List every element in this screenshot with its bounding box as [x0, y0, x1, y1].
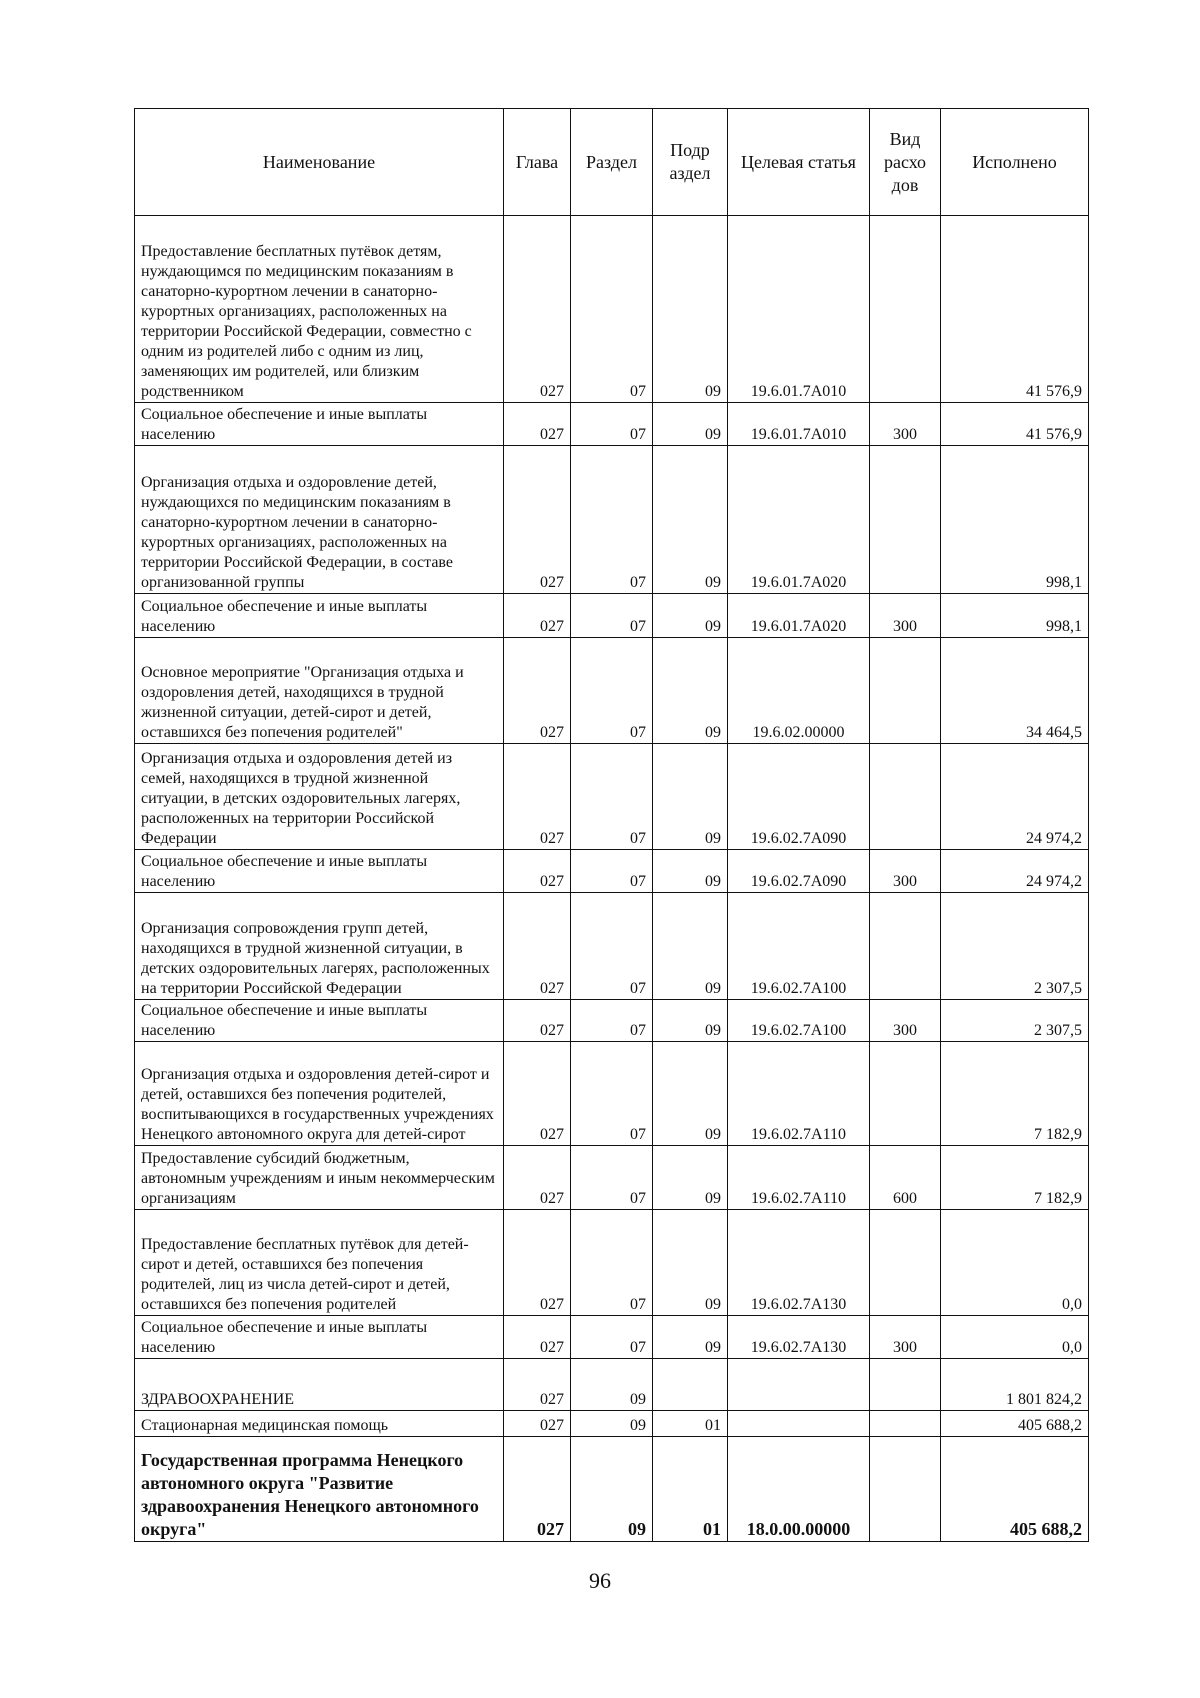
row-glava: 027 — [504, 850, 571, 893]
row-razdel: 07 — [571, 1316, 653, 1359]
row-tselevaya-statya — [728, 1359, 870, 1411]
table-row — [135, 1316, 1089, 1359]
row-tselevaya-statya: 19.6.02.7А130 — [728, 1210, 870, 1316]
row-podrazdel: 09 — [653, 744, 728, 850]
table-row — [135, 744, 1089, 850]
header-ispolneno: Исполнено — [941, 109, 1089, 216]
row-vid-raskhodov: 300 — [870, 850, 941, 893]
row-podrazdel: 09 — [653, 850, 728, 893]
row-name: Организация отдыха и оздоровления детей-сирот и детей, оставшихся без попечения родителей, воспитывающихся в государственных учреждениях Ненецкого автономного округа для детей-сирот — [135, 1042, 504, 1146]
row-tselevaya-statya: 19.6.02.7А090 — [728, 850, 870, 893]
row-vid-raskhodov: 600 — [870, 1146, 941, 1210]
row-vid-raskhodov — [870, 638, 941, 744]
row-podrazdel: 09 — [653, 1146, 728, 1210]
row-glava: 027 — [504, 1316, 571, 1359]
row-glava: 027 — [504, 1146, 571, 1210]
row-tselevaya-statya: 18.0.00.00000 — [728, 1437, 870, 1542]
row-name: Организация сопровождения групп детей, находящихся в трудной жизненной ситуации, в детских оздоровительных лагерях, расположенных на территории Российской Федерации — [135, 893, 504, 1000]
row-ispolneno: 24 974,2 — [941, 850, 1089, 893]
row-vid-raskhodov: 300 — [870, 1000, 941, 1042]
row-podrazdel: 09 — [653, 1316, 728, 1359]
row-glava: 027 — [504, 638, 571, 744]
table-header-row — [135, 109, 1089, 216]
row-name: Предоставление субсидий бюджетным, автономным учреждениям и иным некоммерческим организациям — [135, 1146, 504, 1210]
row-podrazdel: 09 — [653, 216, 728, 403]
row-ispolneno: 24 974,2 — [941, 744, 1089, 850]
header-tselevaya-statya: Целевая статья — [728, 109, 870, 216]
row-podrazdel: 09 — [653, 403, 728, 446]
row-razdel: 07 — [571, 446, 653, 594]
header-razdel: Раздел — [571, 109, 653, 216]
table-row — [135, 1146, 1089, 1210]
row-glava: 027 — [504, 893, 571, 1000]
row-tselevaya-statya: 19.6.01.7А020 — [728, 594, 870, 638]
table-row — [135, 638, 1089, 744]
header-vid-raskhodov: Вид расхо дов — [870, 109, 941, 216]
row-vid-raskhodov — [870, 1210, 941, 1316]
row-name: Предоставление бесплатных путёвок для детей-сирот и детей, оставшихся без попечения родителей, лиц из числа детей-сирот и детей, оставшихся без попечения родителей — [135, 1210, 504, 1316]
header-name: Наименование — [135, 109, 504, 216]
table-row — [135, 446, 1089, 594]
table-row — [135, 1042, 1089, 1146]
row-podrazdel: 09 — [653, 1210, 728, 1316]
row-name: Социальное обеспечение и иные выплаты населению — [135, 850, 504, 893]
row-name: Основное мероприятие "Организация отдыха и оздоровления детей, находящихся в трудной жизненной ситуации, детей-сирот и детей, оставшихся без попечения родителей" — [135, 638, 504, 744]
row-podrazdel: 09 — [653, 594, 728, 638]
row-name: Социальное обеспечение и иные выплаты населению — [135, 594, 504, 638]
row-glava: 027 — [504, 1210, 571, 1316]
row-ispolneno: 0,0 — [941, 1210, 1089, 1316]
row-razdel: 07 — [571, 893, 653, 1000]
row-vid-raskhodov — [870, 216, 941, 403]
row-razdel: 07 — [571, 1146, 653, 1210]
row-razdel: 07 — [571, 744, 653, 850]
row-name: Социальное обеспечение и иные выплаты населению — [135, 1316, 504, 1359]
row-vid-raskhodov — [870, 1411, 941, 1437]
row-vid-raskhodov — [870, 744, 941, 850]
row-ispolneno: 2 307,5 — [941, 1000, 1089, 1042]
row-razdel: 07 — [571, 850, 653, 893]
row-ispolneno: 7 182,9 — [941, 1146, 1089, 1210]
row-podrazdel: 01 — [653, 1437, 728, 1542]
row-glava: 027 — [504, 594, 571, 638]
table-row — [135, 850, 1089, 893]
row-ispolneno: 998,1 — [941, 446, 1089, 594]
row-glava: 027 — [504, 1411, 571, 1437]
table-row — [135, 216, 1089, 403]
row-ispolneno: 41 576,9 — [941, 216, 1089, 403]
row-name: Государственная программа Ненецкого автономного округа "Развитие здравоохранения Ненецкого автономного округа" — [135, 1437, 504, 1542]
row-vid-raskhodov — [870, 1359, 941, 1411]
row-glava: 027 — [504, 1000, 571, 1042]
row-tselevaya-statya: 19.6.01.7А010 — [728, 216, 870, 403]
row-glava: 027 — [504, 446, 571, 594]
row-name: Социальное обеспечение и иные выплаты населению — [135, 1000, 504, 1042]
table-row — [135, 594, 1089, 638]
row-razdel: 07 — [571, 1210, 653, 1316]
row-vid-raskhodov — [870, 893, 941, 1000]
row-tselevaya-statya: 19.6.02.7А100 — [728, 1000, 870, 1042]
row-ispolneno: 7 182,9 — [941, 1042, 1089, 1146]
row-ispolneno: 41 576,9 — [941, 403, 1089, 446]
row-tselevaya-statya: 19.6.02.7А110 — [728, 1042, 870, 1146]
table-row — [135, 1359, 1089, 1411]
table-row — [135, 403, 1089, 446]
row-name: ЗДРАВООХРАНЕНИЕ — [135, 1359, 504, 1411]
row-podrazdel: 09 — [653, 1042, 728, 1146]
row-vid-raskhodov — [870, 446, 941, 594]
row-podrazdel: 09 — [653, 893, 728, 1000]
row-tselevaya-statya: 19.6.01.7А020 — [728, 446, 870, 594]
row-ispolneno: 2 307,5 — [941, 893, 1089, 1000]
row-tselevaya-statya: 19.6.02.7А100 — [728, 893, 870, 1000]
row-podrazdel: 09 — [653, 1000, 728, 1042]
row-vid-raskhodov: 300 — [870, 1316, 941, 1359]
page-number: 96 — [589, 1568, 611, 1593]
row-name: Предоставление бесплатных путёвок детям, нуждающимся по медицинским показаниям в санаторно-курортном лечении в санаторно-курортных организациях, расположенных на территории Российской Федерации, совместно с одним из родителей либо с одним из лиц, заменяющих им родителей, или близким родственником — [135, 216, 504, 403]
row-razdel: 09 — [571, 1359, 653, 1411]
row-razdel: 07 — [571, 638, 653, 744]
row-podrazdel: 09 — [653, 638, 728, 744]
row-tselevaya-statya: 19.6.01.7А010 — [728, 403, 870, 446]
row-vid-raskhodov: 300 — [870, 594, 941, 638]
row-razdel: 09 — [571, 1437, 653, 1542]
budget-execution-table — [134, 108, 1089, 1542]
row-vid-raskhodov — [870, 1042, 941, 1146]
header-glava: Глава — [504, 109, 571, 216]
row-ispolneno: 405 688,2 — [941, 1411, 1089, 1437]
row-ispolneno: 998,1 — [941, 594, 1089, 638]
row-vid-raskhodov: 300 — [870, 403, 941, 446]
header-podrazdel: Подр аздел — [653, 109, 728, 216]
row-podrazdel: 09 — [653, 446, 728, 594]
row-podrazdel: 01 — [653, 1411, 728, 1437]
row-ispolneno: 405 688,2 — [941, 1437, 1089, 1542]
row-name: Стационарная медицинская помощь — [135, 1411, 504, 1437]
row-ispolneno: 34 464,5 — [941, 638, 1089, 744]
row-name: Организация отдыха и оздоровление детей, нуждающихся по медицинским показаниям в санаторно-курортном лечении в санаторно-курортных организациях, расположенных на территории Российской Федерации, в составе организованной группы — [135, 446, 504, 594]
row-tselevaya-statya — [728, 1411, 870, 1437]
row-glava: 027 — [504, 744, 571, 850]
row-razdel: 07 — [571, 1042, 653, 1146]
row-vid-raskhodov — [870, 1437, 941, 1542]
row-tselevaya-statya: 19.6.02.00000 — [728, 638, 870, 744]
table-row — [135, 1210, 1089, 1316]
row-glava: 027 — [504, 403, 571, 446]
table-row — [135, 1000, 1089, 1042]
row-tselevaya-statya: 19.6.02.7А090 — [728, 744, 870, 850]
row-razdel: 07 — [571, 403, 653, 446]
row-tselevaya-statya: 19.6.02.7А130 — [728, 1316, 870, 1359]
row-tselevaya-statya: 19.6.02.7А110 — [728, 1146, 870, 1210]
row-razdel: 07 — [571, 594, 653, 638]
row-glava: 027 — [504, 1437, 571, 1542]
row-ispolneno: 0,0 — [941, 1316, 1089, 1359]
row-glava: 027 — [504, 216, 571, 403]
row-razdel: 07 — [571, 1000, 653, 1042]
row-ispolneno: 1 801 824,2 — [941, 1359, 1089, 1411]
row-razdel: 09 — [571, 1411, 653, 1437]
row-name: Организация отдыха и оздоровления детей из семей, находящихся в трудной жизненной ситуации, в детских оздоровительных лагерях, расположенных на территории Российской Федерации — [135, 744, 504, 850]
table-row — [135, 1411, 1089, 1437]
row-name: Социальное обеспечение и иные выплаты населению — [135, 403, 504, 446]
row-podrazdel — [653, 1359, 728, 1411]
table-row — [135, 1437, 1089, 1542]
row-glava: 027 — [504, 1359, 571, 1411]
table-row — [135, 893, 1089, 1000]
row-razdel: 07 — [571, 216, 653, 403]
row-glava: 027 — [504, 1042, 571, 1146]
